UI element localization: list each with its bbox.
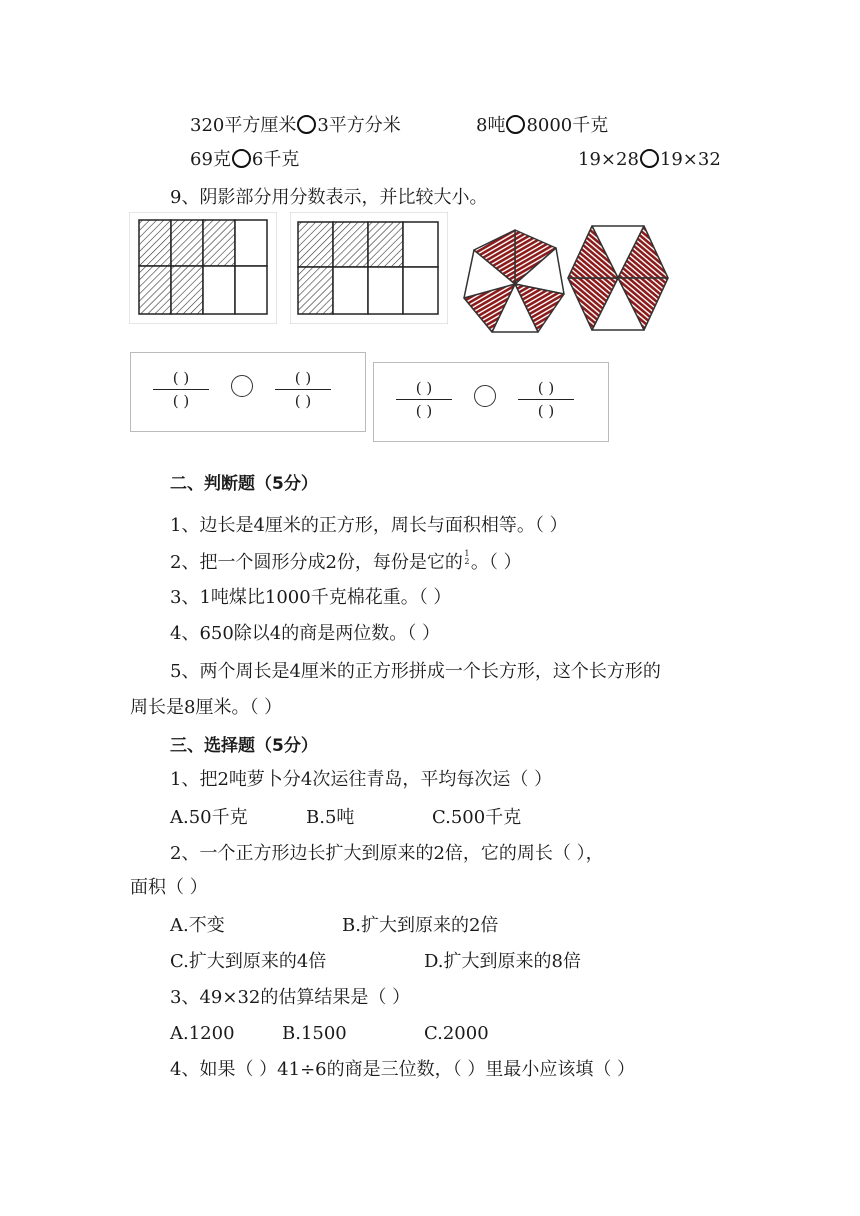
choice-q2-option-c[interactable]: C.扩大到原来的4倍	[170, 951, 327, 972]
choice-q2: 2、一个正方形边长扩大到原来的2倍，它的周长（ ），	[170, 843, 604, 864]
compare-row-1	[190, 114, 401, 138]
compare-circle[interactable]	[640, 149, 659, 168]
fraction-blank-left[interactable]: ( ) ( )	[153, 370, 209, 409]
compare-left: 19×28	[578, 149, 639, 170]
judge-item-5-cont: 周长是8厘米。（ ）	[130, 697, 283, 718]
choice-q2-option-b[interactable]: B.扩大到原来的2倍	[342, 915, 499, 936]
choice-q3-option-a[interactable]: A.1200	[170, 1023, 235, 1044]
compare-left: 8吨	[476, 115, 506, 136]
compare-right: 3平方分米	[317, 115, 401, 136]
judge-item-5: 5、两个周长是4厘米的正方形拼成一个长方形，这个长方形的	[170, 661, 661, 682]
shaded-polygon-figure-1	[460, 228, 570, 340]
section-3-heading: 三、选择题（5分）	[170, 736, 318, 756]
fraction-compare-box-2	[373, 362, 609, 442]
fraction-blank-right[interactable]: ( ) ( )	[275, 370, 331, 409]
compare-circle[interactable]	[232, 149, 251, 168]
choice-q2-option-d[interactable]: D.扩大到原来的8倍	[424, 951, 581, 972]
choice-q1-option-a[interactable]: A.50千克	[170, 807, 248, 828]
fraction-blank-left[interactable]: ( ) ( )	[396, 380, 452, 419]
fraction-compare-box-1	[130, 352, 366, 432]
choice-q3-option-c[interactable]: C.2000	[424, 1023, 489, 1044]
section-2-heading: 二、判断题（5分）	[170, 474, 318, 494]
shaded-grid-figure-1	[129, 212, 277, 324]
choice-q1: 1、把2吨萝卜分4次运往青岛，平均每次运（ ）	[170, 769, 553, 790]
choice-q4: 4、如果（ ）41÷6的商是三位数，（ ）里最小应该填（ ）	[170, 1059, 636, 1080]
judge-item-2: 2、把一个圆形分成2份，每份是它的 1 2 。（ ）	[170, 549, 522, 573]
compare-left: 69克	[190, 149, 231, 170]
judge-item-1: 1、边长是4厘米的正方形，周长与面积相等。（ ）	[170, 515, 568, 536]
fraction-blank-right[interactable]: ( ) ( )	[518, 380, 574, 419]
compare-row-2	[476, 114, 608, 138]
choice-q3: 3、49×32的估算结果是（ ）	[170, 987, 411, 1008]
compare-circle[interactable]	[297, 115, 316, 134]
choice-q2-option-a[interactable]: A.不变	[170, 915, 225, 936]
shaded-polygon-figure-2	[566, 222, 670, 334]
shaded-grid-figure-2	[290, 212, 448, 324]
compare-right: 8000千克	[526, 115, 609, 136]
choice-q3-option-b[interactable]: B.1500	[282, 1023, 347, 1044]
question-9-title: 9、阴影部分用分数表示，并比较大小。	[170, 187, 488, 208]
compare-row-3	[190, 148, 299, 172]
judge-item-4: 4、650除以4的商是两位数。（ ）	[170, 623, 440, 644]
choice-q2-cont: 面积（ ）	[130, 877, 208, 898]
compare-circle[interactable]	[231, 375, 253, 397]
judge-item-3: 3、1吨煤比1000千克棉花重。（ ）	[170, 587, 452, 608]
fraction-one-half: 1 2	[464, 549, 470, 566]
compare-circle[interactable]	[506, 115, 525, 134]
compare-left: 320平方厘米	[190, 115, 297, 136]
compare-row-4	[578, 148, 721, 172]
compare-right: 19×32	[659, 149, 721, 170]
compare-right: 6千克	[251, 149, 300, 170]
choice-q1-option-b[interactable]: B.5吨	[306, 807, 355, 828]
compare-circle[interactable]	[474, 385, 496, 407]
choice-q1-option-c[interactable]: C.500千克	[432, 807, 522, 828]
